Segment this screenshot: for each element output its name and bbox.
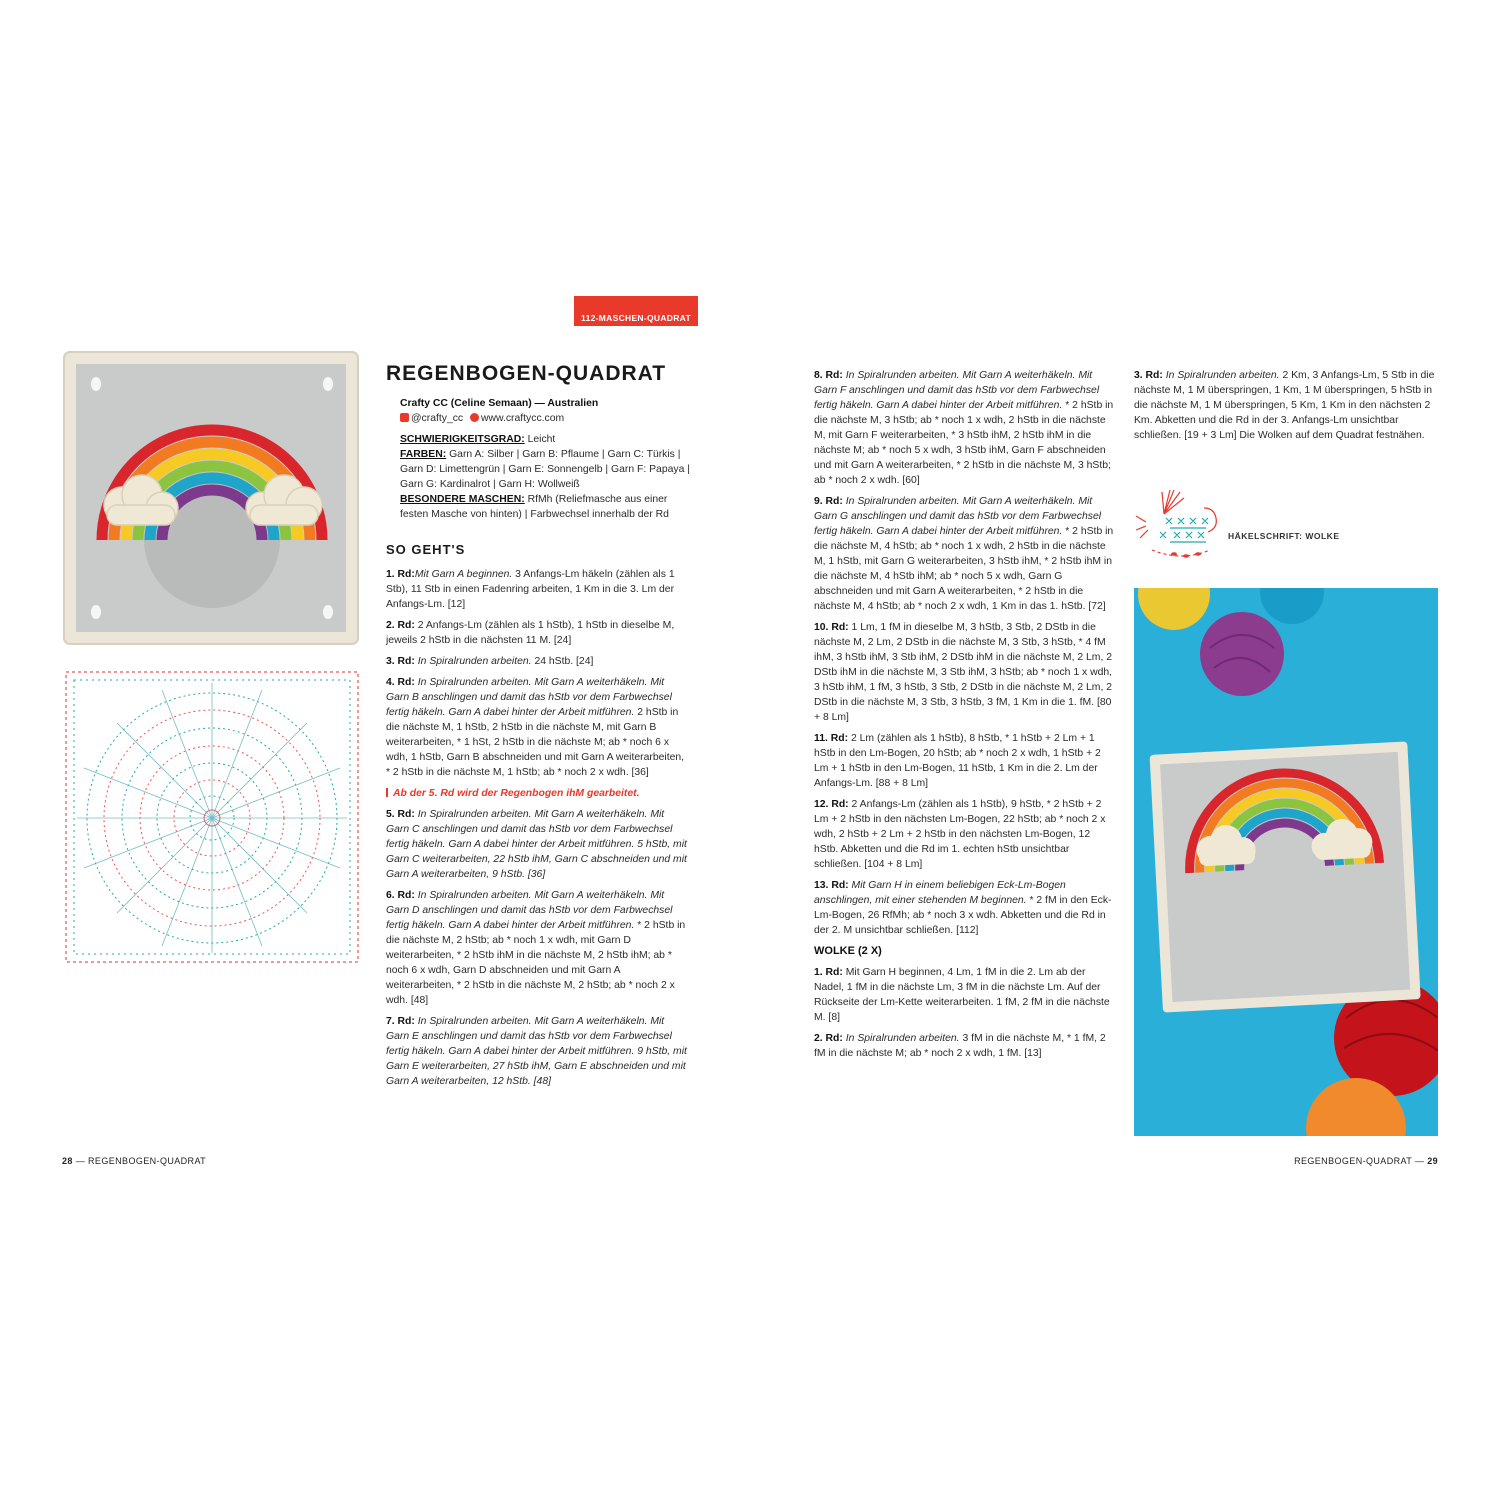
cloud-round-1: 1. Rd: Mit Garn H beginnen, 4 Lm, 1 fM in die 2. Lm ab der Nadel, 1 fM in die nächste Lm, 3 fM in die nächste Lm. Auf der Rückseite der Lm-Kette weiterarbeiten. 1 fM, 2 fM in die nächste M. [8] xyxy=(814,967,1110,1023)
instructions-heading: SO GEHT'S xyxy=(386,542,466,557)
cloud-heading: WOLKE (2 X) xyxy=(814,945,882,957)
purple-yarn-ball xyxy=(1200,612,1284,696)
instructions-column-3 xyxy=(1134,368,1438,449)
difficulty-label: SCHWIERIGKEITSGRAD: xyxy=(400,434,525,445)
special-stitches-label: BESONDERE MASCHEN: xyxy=(400,494,525,505)
round-2: 2. Rd: 2 Anfangs-Lm (zählen als 1 hStb), 1 hStb in dieselbe M, jeweils 2 hStb in die nächsten 11 M. [24] xyxy=(386,620,675,646)
page-number-left: 28 xyxy=(62,1156,73,1166)
round-1: 1. Rd:Mit Garn A beginnen. 3 Anfangs-Lm häkeln (zählen als 1 Stb), 11 Stb in einen Fadenring arbeiten, 1 Km in die 3. Lm der Anfangs-Lm. [12] xyxy=(386,569,675,610)
chart-caption: HÄKELSCHRIFT: WOLKE xyxy=(1228,531,1340,541)
instagram-handle[interactable]: @crafty_cc xyxy=(411,413,464,424)
cloud-round-2: 2. Rd: In Spiralrunden arbeiten. 3 fM in die nächste M, * 1 fM, 2 fM in die nächste M; ab * noch 2 x wdh, 1 fM. [13] xyxy=(814,1033,1106,1059)
globe-icon xyxy=(470,413,479,422)
instructions-column-1 xyxy=(386,542,688,1095)
colors-value: Garn A: Silber | Garn B: Pflaume | Garn C: Türkis | Garn D: Limettengrün | Garn E: Sonnengelb | Garn F: Papaya | Garn G: Kardinalrot | Garn H: Wollweiß xyxy=(400,449,690,490)
difficulty-value: Leicht xyxy=(527,434,556,445)
round-12: 12. Rd: 2 Anfangs-Lm (zählen als 1 hStb), 9 hStb, * 2 hStb + 2 Lm + 2 hStb in den nächsten Lm-Bogen, 22 hStb; ab * noch 2 x wdh, 2 hStb + 2 Lm + 2 hStb in den nächsten Lm-Bogen, 12 hStb. Abketten und die Rd im 1. echten hStb unsichtbar schließen. [104 + 8 Lm] xyxy=(814,799,1106,870)
round-9: 9. Rd: In Spiralrunden arbeiten. Mit Garn A weiterhäkeln. Mit Garn G anschlingen und damit das hStb vor dem Farbwechsel fertig häkeln. Garn A dabei hinter der Arbeit mitführen. * 2 hStb in die nächste M, 4 hStb; ab * noch 1 x wdh, 2 hStb in die nächste M, 1 hStb, mit Garn G weiterarbeiten, 3 hStb ihM, * 2 hStb ihM in die nächste M, 4 hStb ihM; ab * noch 5 x wdh, Garn G abschneiden und mit Garn A weiterarbeiten, * 2 hStb in die nächste M, 4 hStb; ab * noch 2 x wdh, 1 Km in das 1. hStb. [72] xyxy=(814,496,1114,612)
crochet-chart xyxy=(62,668,362,966)
instructions-column-2 xyxy=(814,368,1116,1067)
colors-label: FARBEN: xyxy=(400,449,447,460)
website-link[interactable]: www.craftycc.com xyxy=(481,413,565,424)
yarn-photo xyxy=(1134,588,1438,1136)
section-tag: 112-MASCHEN-QUADRAT xyxy=(574,296,698,326)
round-11: 11. Rd: 2 Lm (zählen als 1 hStb), 8 hStb, * 1 hStb + 2 Lm + 1 hStb in den Lm-Bogen, 20 hStb; ab * noch 2 x wdh, 1 hStb + 2 Lm + 1 hStb in den Lm-Bogen, 11 hStb, 1 Km in die 2. Lm der Anfangs-Lm. [88 + 8 Lm] xyxy=(814,733,1101,789)
round-4: 4. Rd: In Spiralrunden arbeiten. Mit Garn A weiterhäkeln. Mit Garn B anschlingen und damit das hStb vor dem Farbwechsel fertig häkeln. Garn A dabei hinter der Arbeit mitführen. 2 hStb in die nächste M, 1 hStb, 2 hStb in die nächste M, mit Garn B weiterarbeiten, * 1 hSt, 2 hStb in die nächste M; ab * noch 6 x wdh, 1 hStb, Garn B abschneiden und mit Garn A weiterarbeiten, * 2 hStb in die nächste M, 1 hStb; ab * noch 2 x wdh. [36] xyxy=(386,677,685,778)
special-stitches-value: RfMh (Reliefmasche aus einer festen Masche von hinten) | Farbwechsel innerhalb der Rd xyxy=(400,494,669,520)
footer-left: 28 — REGENBOGEN-QUADRAT xyxy=(62,1156,207,1166)
round-13: 13. Rd: Mit Garn H in einem beliebigen Eck-Lm-Bogen anschlingen, mit einer stehenden M beginnen. * 2 fM in den Eck-Lm-Bogen, 26 RfMh; ab * noch 3 x wdh. Abketten und die Rd in der 2. M unsichtbar schließen. [112] xyxy=(814,880,1112,936)
instagram-icon xyxy=(400,413,409,422)
page-number-right: 29 xyxy=(1427,1156,1438,1166)
designer-name: Crafty CC (Celine Semaan) — Australien xyxy=(400,398,599,409)
cloud-chart-icon xyxy=(1134,484,1226,566)
round-6: 6. Rd: In Spiralrunden arbeiten. Mit Garn A weiterhäkeln. Mit Garn D anschlingen und damit das hStb vor dem Farbwechsel fertig häkeln. Garn A dabei hinter der Arbeit mitführen. * 2 hStb in die nächste M, 2 hStb; ab * noch 1 x wdh, mit Garn D weiterarbeiten, * 2 hStb ihM in die nächste M, 2 hStb ihM; ab * noch 6 x wdh, Garn D abschneiden und mit Garn A weiterarbeiten, * 2 hStb in die nächste M, 2 hStb; ab * noch 2 x wdh. [48] xyxy=(386,890,686,1006)
footer-title-left: REGENBOGEN-QUADRAT xyxy=(88,1156,207,1166)
pattern-header xyxy=(386,362,698,522)
page-title: REGENBOGEN-QUADRAT xyxy=(386,362,667,385)
rainbow-square-in-photo xyxy=(1150,741,1421,1012)
round-8: 8. Rd: In Spiralrunden arbeiten. Mit Garn A weiterhäkeln. Mit Garn F anschlingen und damit das hStb vor dem Farbwechsel fertig häkeln. Garn A dabei hinter der Arbeit mitführen. * 2 hStb in die nächste M, 3 hStb; ab * noch 1 x wdh, 2 hStb in die nächste M, mit Garn F weiterarbeiten, * 3 hStb ihM, 2 hStb ihM in die nächste M; ab * noch 5 x wdh, 3 hStb ihM, Garn F abschneiden und mit Garn A weiterarbeiten, * 2 hStb in die nächste M, 3 hStb; ab * noch 2 x wdh. [60] xyxy=(814,370,1114,486)
round-3: 3. Rd: In Spiralrunden arbeiten. 24 hStb. [24] xyxy=(386,656,594,667)
footer-right: REGENBOGEN-QUADRAT — 29 xyxy=(1294,1156,1438,1166)
round-5: 5. Rd: In Spiralrunden arbeiten. Mit Garn A weiterhäkeln. Mit Garn C anschlingen und damit das hStb vor dem Farbwechsel fertig häkeln. Garn A dabei hinter der Arbeit mitführen. 5 hStb, mit Garn C weiterarbeiten, 22 hStb ihM, Garn C abschneiden und mit Garn A weiterarbeiten, 9 hStb. [36] xyxy=(386,809,687,880)
rainbow-square-photo xyxy=(62,350,362,648)
rainbow-note: Ab der 5. Rd wird der Regenbogen ihM gearbeitet. xyxy=(386,786,688,801)
footer-title-right: REGENBOGEN-QUADRAT xyxy=(1294,1156,1412,1166)
round-10: 10. Rd: 1 Lm, 1 fM in dieselbe M, 3 hStb, 3 Stb, 2 DStb in die nächste M, 2 Lm, 2 DStb in die nächste M, 3 Stb, 3 hStb, * 4 fM ihM, 3 hStb ihM, 3 Stb ihM, 2 DStb ihM in die nächste M, 2 Lm, 2 DStb ihM in die nächste M, 3 Stb ihM, 3 hStb; ab * noch 1 x wdh, 3 hStb ihM, 1 fM, 3 hStb, 3 Stb, 2 DStb in die nächste M, 2 Lm, 2 DStb in die nächste M, 3 Stb, 3 hStb, 3 fM, 1 Km in die 1. fM. [80 + 8 Lm] xyxy=(814,622,1113,723)
round-7: 7. Rd: In Spiralrunden arbeiten. Mit Garn A weiterhäkeln. Mit Garn E anschlingen und damit das hStb vor dem Farbwechsel fertig häkeln. Garn A dabei hinter der Arbeit mitführen. 9 hStb, mit Garn E weiterarbeiten, 27 hStb ihM, Garn E abschneiden und mit Garn A weiterarbeiten, 12 hStb. [48] xyxy=(386,1016,687,1087)
cloud-round-3: 3. Rd: In Spiralrunden arbeiten. 2 Km, 3 Anfangs-Lm, 5 Stb in die nächste M, 1 M überspringen, 1 Km, 1 M überspringen, 5 hStb in die nächste M, 1 M überspringen, 5 Km, 1 Km in den nächsten 2 Km. Abketten und die Rd in der 3. Anfangs-Lm unsichtbar schließen. [19 + 3 Lm] Die Wolken auf dem Quadrat festnähen. xyxy=(1134,370,1435,441)
